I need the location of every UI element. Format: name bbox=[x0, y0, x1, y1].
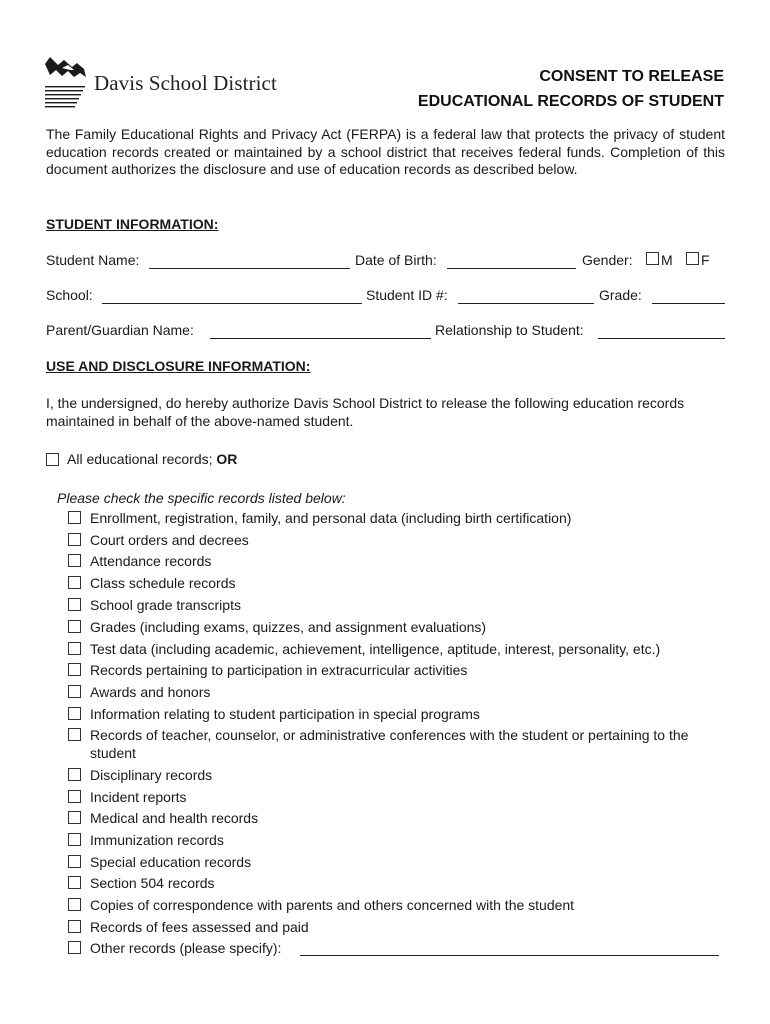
student-row-1 bbox=[46, 252, 726, 272]
grade-label: Grade: bbox=[599, 287, 642, 303]
record-checkbox[interactable] bbox=[68, 876, 81, 889]
authorization-text: I, the undersigned, do hereby authorize Davis School District to release the following education records maintained in behalf of the above-named student. bbox=[46, 395, 685, 429]
record-checkbox[interactable] bbox=[68, 707, 81, 720]
record-checkbox[interactable] bbox=[68, 576, 81, 589]
intro-paragraph: The Family Educational Rights and Privacy Act (FERPA) is a federal law that protects the privacy of student education records created or maintained by a school district that receives federal funds. Completion of this document authorizes the disclosure and use of education records as described below. bbox=[46, 126, 725, 178]
student-row-2 bbox=[46, 287, 726, 307]
record-label: Section 504 records bbox=[90, 875, 215, 891]
student-info-heading: STUDENT INFORMATION: bbox=[46, 216, 219, 232]
record-checkbox[interactable] bbox=[68, 685, 81, 698]
record-label: Class schedule records bbox=[90, 575, 236, 591]
record-checkbox[interactable] bbox=[68, 728, 81, 741]
record-checkbox[interactable] bbox=[68, 790, 81, 803]
record-label: Copies of correspondence with parents and others concerned with the student bbox=[90, 897, 575, 913]
dob-field[interactable] bbox=[447, 268, 576, 269]
student-id-field[interactable] bbox=[458, 303, 594, 304]
record-label: Immunization records bbox=[90, 832, 224, 848]
record-checkbox[interactable] bbox=[68, 663, 81, 676]
record-checkbox[interactable] bbox=[68, 920, 81, 933]
gender-m-checkbox[interactable] bbox=[646, 252, 659, 265]
record-checkbox[interactable] bbox=[68, 642, 81, 655]
parent-label: Parent/Guardian Name: bbox=[46, 322, 194, 338]
student-name-label: Student Name: bbox=[46, 252, 140, 268]
record-checkbox[interactable] bbox=[68, 620, 81, 633]
record-checkbox[interactable] bbox=[68, 811, 81, 824]
page-title bbox=[418, 64, 724, 114]
student-name-field[interactable] bbox=[149, 268, 350, 269]
record-label: Medical and health records bbox=[90, 810, 259, 826]
record-checkbox[interactable] bbox=[68, 511, 81, 524]
record-label: Incident reports bbox=[90, 789, 187, 805]
use-disclosure-heading: USE AND DISCLOSURE INFORMATION: bbox=[46, 358, 311, 374]
record-checkbox[interactable] bbox=[68, 554, 81, 567]
title-line-1: CONSENT TO RELEASE bbox=[539, 68, 724, 85]
district-logo bbox=[44, 56, 334, 110]
record-label: School grade transcripts bbox=[90, 597, 241, 613]
record-label: Other records (please specify): bbox=[90, 940, 282, 956]
record-label: Enrollment, registration, family, and personal data (including birth certification) bbox=[90, 510, 572, 526]
mountain-logo-icon bbox=[44, 56, 90, 110]
record-label: Disciplinary records bbox=[90, 767, 213, 783]
record-label: Special education records bbox=[90, 854, 252, 870]
record-label: Court orders and decrees bbox=[90, 532, 249, 548]
gender-label: Gender: bbox=[582, 252, 633, 268]
student-id-label: Student ID #: bbox=[366, 287, 448, 303]
all-records-text: All educational records; OR bbox=[67, 451, 238, 467]
record-label: Information relating to student participation in special programs bbox=[90, 706, 480, 722]
record-label: Grades (including exams, quizzes, and assignment evaluations) bbox=[90, 619, 487, 635]
school-field[interactable] bbox=[102, 303, 362, 304]
all-records-checkbox[interactable] bbox=[46, 453, 59, 466]
gender-m-label: M bbox=[661, 252, 673, 268]
student-row-3 bbox=[46, 322, 726, 342]
or-label: OR bbox=[216, 451, 238, 467]
record-checkbox[interactable] bbox=[68, 855, 81, 868]
org-name: Davis School District bbox=[94, 71, 277, 95]
record-checkbox[interactable] bbox=[68, 598, 81, 611]
parent-field[interactable] bbox=[210, 338, 431, 339]
record-label: Records pertaining to participation in extracurricular activities bbox=[90, 662, 468, 678]
record-label: Records of fees assessed and paid bbox=[90, 919, 309, 935]
dob-label: Date of Birth: bbox=[355, 252, 437, 268]
other-records-field[interactable] bbox=[300, 955, 719, 956]
gender-f-checkbox[interactable] bbox=[686, 252, 699, 265]
record-checkbox[interactable] bbox=[68, 533, 81, 546]
gender-f-label: F bbox=[701, 252, 710, 268]
relationship-field[interactable] bbox=[598, 338, 725, 339]
record-checkbox[interactable] bbox=[68, 941, 81, 954]
record-label: Records of teacher, counselor, or administrative conferences with the student or pertaining to the student bbox=[90, 727, 689, 761]
school-label: School: bbox=[46, 287, 93, 303]
specific-records-note: Please check the specific records listed below: bbox=[57, 490, 346, 506]
title-line-2: EDUCATIONAL RECORDS OF STUDENT bbox=[417, 93, 724, 110]
record-label: Awards and honors bbox=[90, 684, 211, 700]
grade-field[interactable] bbox=[652, 303, 725, 304]
record-label: Attendance records bbox=[90, 553, 212, 569]
record-checkbox[interactable] bbox=[68, 768, 81, 781]
record-checkbox[interactable] bbox=[68, 833, 81, 846]
record-checkbox[interactable] bbox=[68, 898, 81, 911]
relationship-label: Relationship to Student: bbox=[435, 322, 584, 338]
record-label: Test data (including academic, achievement, intelligence, aptitude, interest, personality, etc.) bbox=[90, 641, 661, 657]
